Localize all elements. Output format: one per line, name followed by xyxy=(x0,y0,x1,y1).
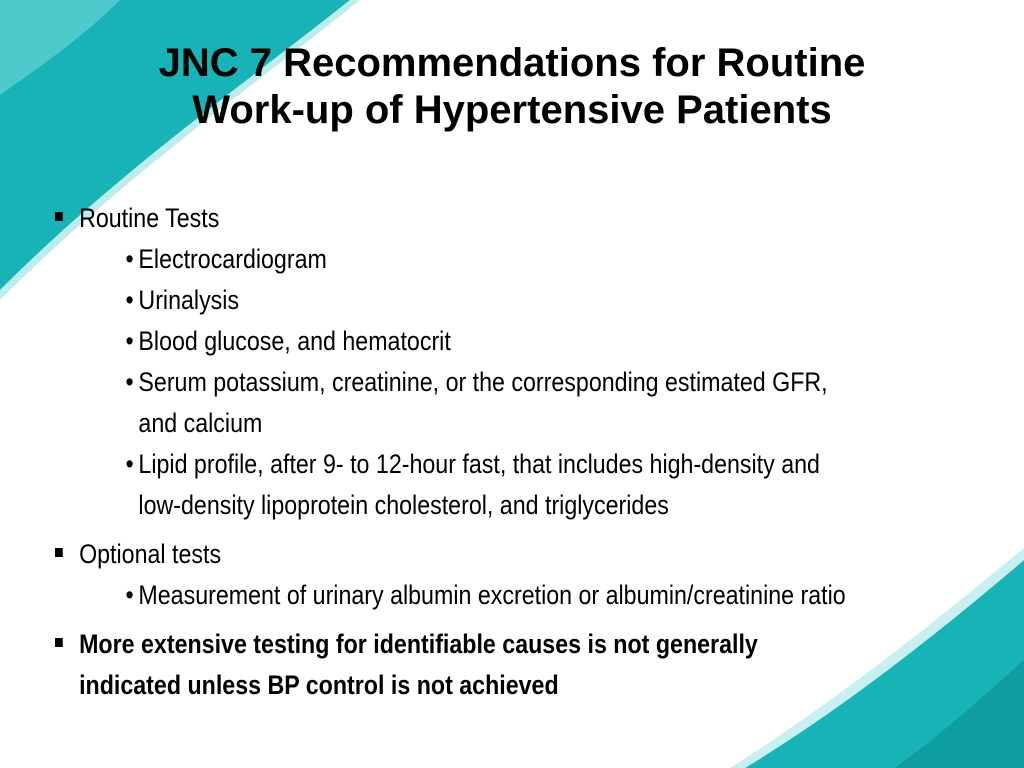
bullet-icon: • xyxy=(125,244,134,274)
slide-title xyxy=(60,40,964,134)
section-heading: Optional tests xyxy=(79,539,222,569)
bullet-icon: • xyxy=(125,367,134,397)
list-item: • Blood glucose, and hematocrit xyxy=(79,321,863,362)
section-optional-tests xyxy=(55,534,863,616)
list-item: • Serum potassium, creatinine, or the corresponding estimated GFR, and calcium xyxy=(79,362,863,444)
bullet-icon: • xyxy=(125,580,134,610)
title-line-1: JNC 7 Recommendations for Routine xyxy=(158,41,866,85)
section-heading: Routine Tests xyxy=(79,203,220,233)
section-extensive-testing xyxy=(55,624,863,706)
square-bullet-icon xyxy=(55,548,63,557)
bullet-icon: • xyxy=(125,449,134,479)
list-item: • Electrocardiogram xyxy=(79,239,863,280)
list-item: • Measurement of urinary albumin excretion or albumin/creatinine ratio xyxy=(79,575,863,616)
bullet-icon: • xyxy=(125,285,134,315)
list-item: • Urinalysis xyxy=(79,280,863,321)
square-bullet-icon xyxy=(55,212,63,221)
title-line-2: Work-up of Hypertensive Patients xyxy=(192,88,832,132)
list-item: • Lipid profile, after 9- to 12-hour fast, that includes high-density and low-density lipoprotein cholesterol, and triglycerides xyxy=(79,444,863,526)
section-heading: More extensive testing for identifiable causes is not generally indicated unless BP control is not achieved xyxy=(79,629,758,700)
bullet-icon: • xyxy=(125,326,134,356)
slide-content xyxy=(55,198,863,706)
square-bullet-icon xyxy=(55,638,63,647)
section-routine-tests xyxy=(55,198,863,526)
